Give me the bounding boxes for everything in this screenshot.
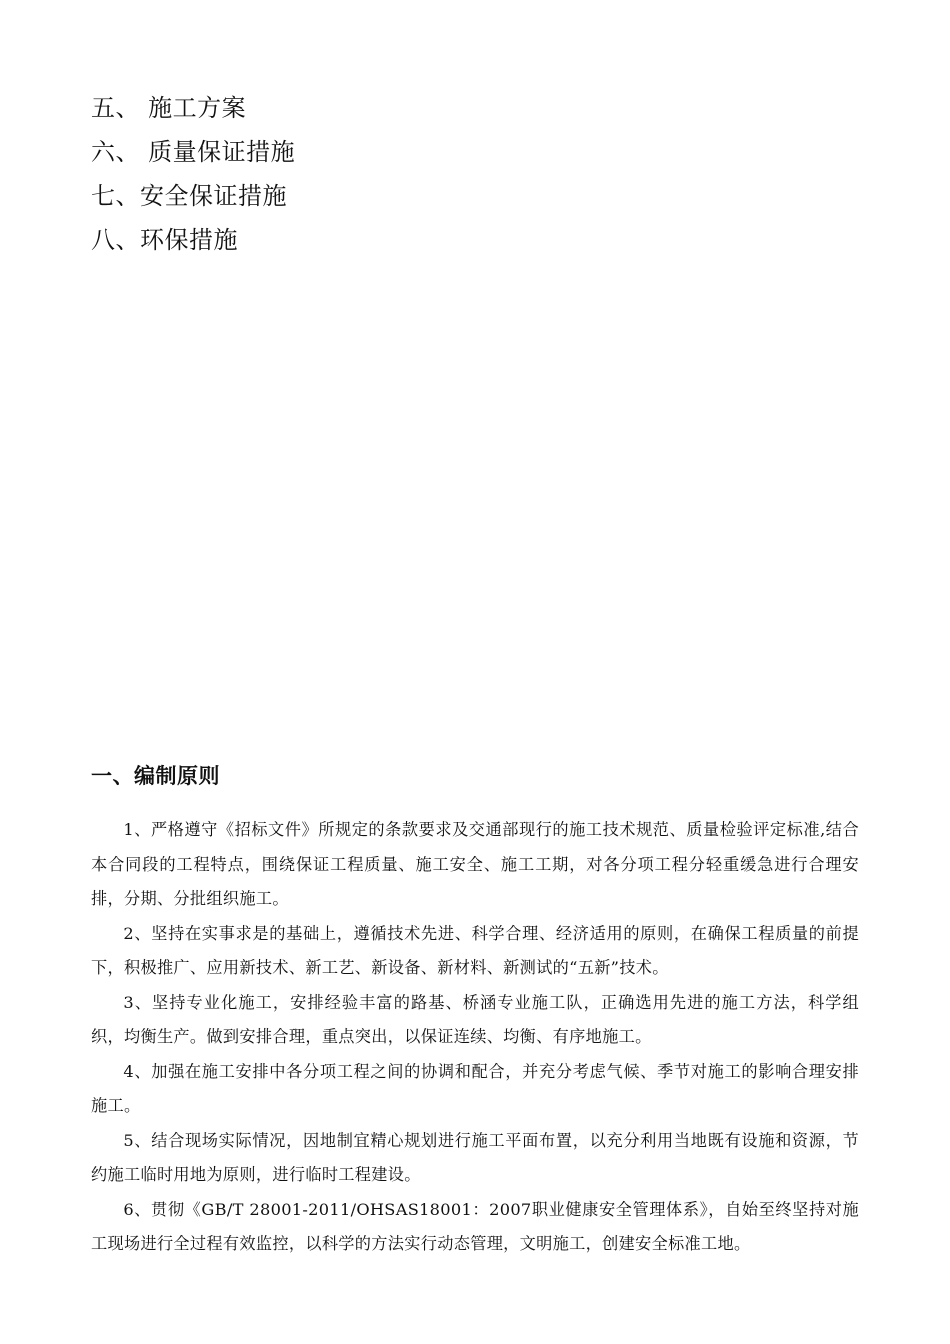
toc-item-5: 五、 施工方案 — [91, 94, 247, 122]
section-heading: 一、编制原则 — [91, 764, 220, 788]
paragraph-2: 2、坚持在实事求是的基础上，遵循技术先进、科学合理、经济适用的原则，在确保工程质量的前提下，积极推广、应用新技术、新工艺、新设备、新材料、新测试的“五新”技术。 — [91, 923, 859, 977]
paragraph-5: 5、结合现场实际情况，因地制宜精心规划进行施工平面布置，以充分利用当地既有设施和资源，节约施工临时用地为原则，进行临时工程建设。 — [91, 1130, 859, 1184]
toc-item-8: 八、环保措施 — [91, 226, 238, 254]
toc-item-7: 七、安全保证措施 — [91, 182, 287, 210]
paragraph-4: 4、加强在施工安排中各分项工程之间的协调和配合，并充分考虑气候、季节对施工的影响合理安排施工。 — [91, 1061, 859, 1115]
section-compilation-principles — [91, 760, 859, 1262]
paragraph-3: 3、坚持专业化施工，安排经验丰富的路基、桥涵专业施工队，正确选用先进的施工方法，科学组织，均衡生产。做到安排合理，重点突出，以保证连续、均衡、有序地施工。 — [91, 992, 859, 1046]
paragraph-1: 1、严格遵守《招标文件》所规定的条款要求及交通部现行的施工技术规范、质量检验评定标准,结合本合同段的工程特点，围绕保证工程质量、施工安全、施工工期，对各分项工程分轻重缓急进行合理安排，分期、分批组织施工。 — [91, 820, 859, 908]
toc-item-6: 六、 质量保证措施 — [91, 138, 296, 166]
paragraph-6: 6、贯彻《GB/T 28001-2011/OHSAS18001：2007职业健康安全管理体系》，自始至终坚持对施工现场进行全过程有效监控，以科学的方法实行动态管理，文明施工，创建安全标准工地。 — [91, 1199, 859, 1253]
table-of-contents — [91, 86, 851, 262]
